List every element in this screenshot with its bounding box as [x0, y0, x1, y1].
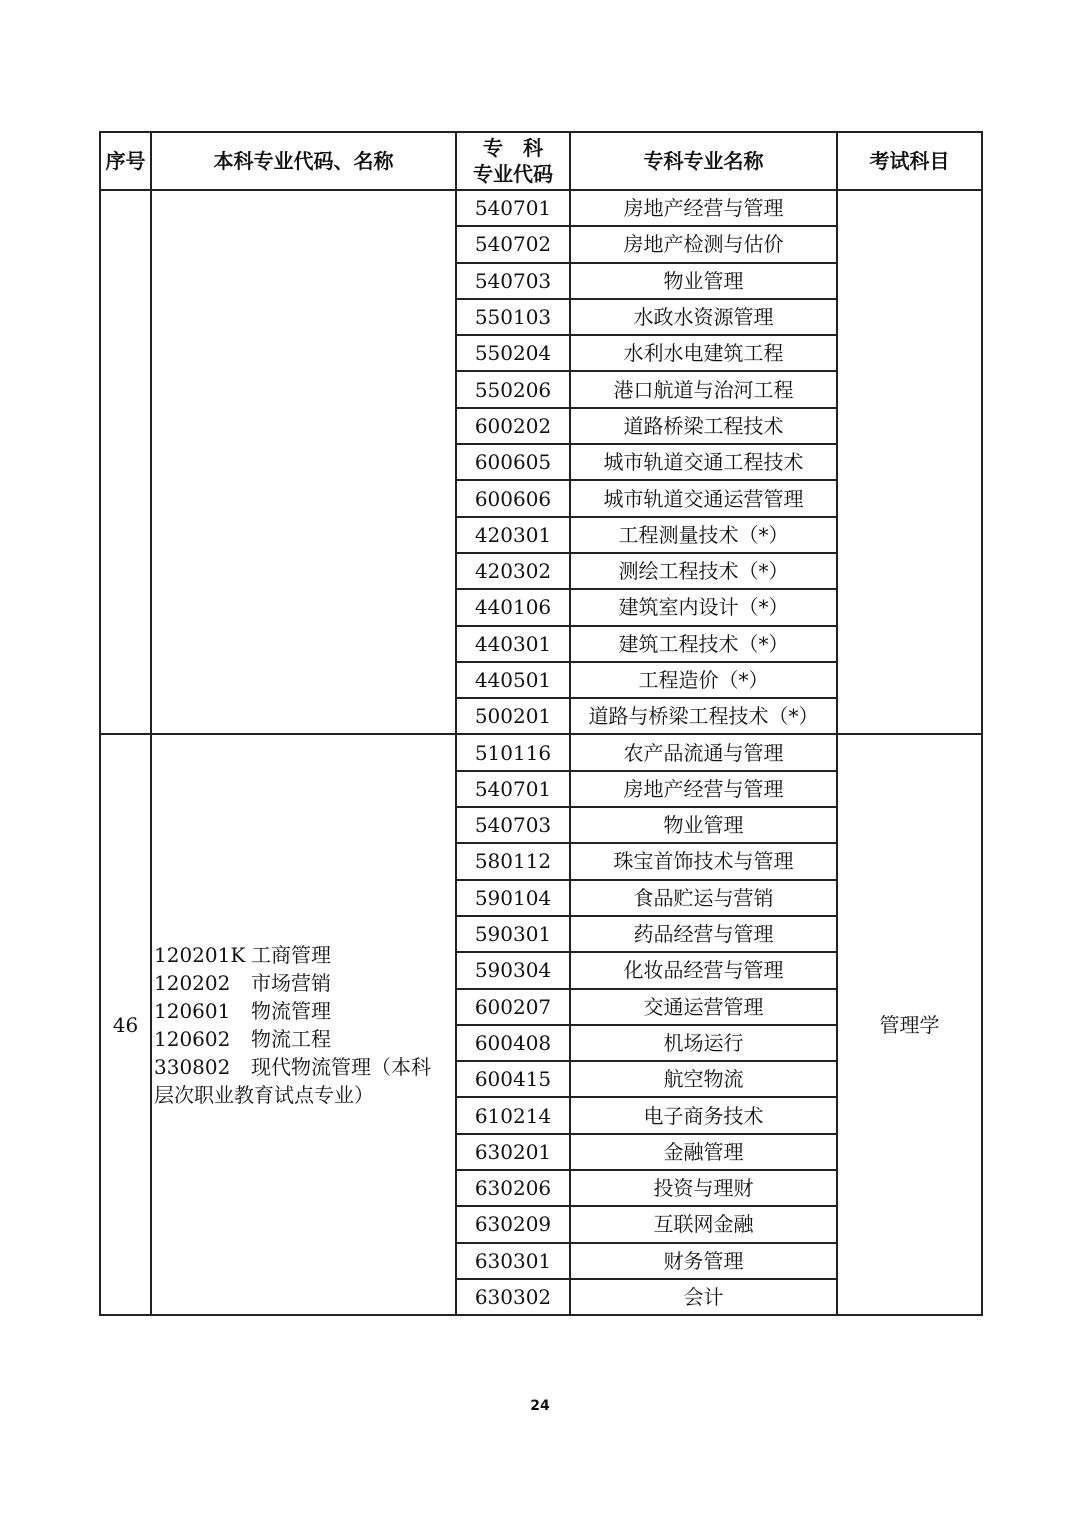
- diploma-code-cell: 590301: [456, 916, 570, 952]
- diploma-code-cell: 590104: [456, 880, 570, 916]
- diploma-name-cell: 财务管理: [570, 1243, 837, 1279]
- header-name: 专科专业名称: [570, 132, 837, 190]
- diploma-name-cell: 食品贮运与营销: [570, 880, 837, 916]
- diploma-code-cell: 630301: [456, 1243, 570, 1279]
- diploma-name-cell: 交通运营管理: [570, 989, 837, 1025]
- table-body: [100, 190, 982, 1315]
- bachelor-cell: [151, 734, 456, 1315]
- diploma-code-cell: 420301: [456, 517, 570, 553]
- seq-cell: [100, 190, 151, 734]
- diploma-code-cell: 600408: [456, 1025, 570, 1061]
- diploma-name-cell: 房地产经营与管理: [570, 771, 837, 807]
- header-bachelor: 本科专业代码、名称: [151, 132, 456, 190]
- diploma-name-cell: 房地产经营与管理: [570, 190, 837, 226]
- bachelor-major-name: 工商管理: [251, 942, 331, 967]
- diploma-name-cell: 工程造价（*）: [570, 662, 837, 698]
- header-code-line2: 专业代码: [473, 162, 553, 186]
- diploma-name-cell: 电子商务技术: [570, 1097, 837, 1133]
- diploma-code-cell: 600606: [456, 480, 570, 516]
- diploma-name-cell: 建筑室内设计（*）: [570, 589, 837, 625]
- diploma-code-cell: 590304: [456, 952, 570, 988]
- bachelor-major: [154, 1053, 455, 1081]
- bachelor-major-name: 现代物流管理（本科: [251, 1054, 431, 1079]
- bachelor-major-name: 物流工程: [251, 1026, 331, 1051]
- diploma-name-cell: 城市轨道交通工程技术: [570, 444, 837, 480]
- diploma-code-cell: 540703: [456, 807, 570, 843]
- diploma-code-cell: 550206: [456, 371, 570, 407]
- header-code: [456, 132, 570, 190]
- diploma-code-cell: 600415: [456, 1061, 570, 1097]
- diploma-code-cell: 540702: [456, 226, 570, 262]
- diploma-code-cell: 600202: [456, 408, 570, 444]
- bachelor-major-code: 120202: [154, 970, 231, 995]
- bachelor-major-name: 市场营销: [251, 970, 331, 995]
- major-table: [99, 131, 983, 1316]
- diploma-code-cell: 630302: [456, 1279, 570, 1315]
- header-row: [100, 132, 982, 190]
- bachelor-major: [154, 941, 455, 969]
- diploma-name-cell: 水政水资源管理: [570, 299, 837, 335]
- diploma-code-cell: 440301: [456, 626, 570, 662]
- header-seq: 序号: [100, 132, 151, 190]
- diploma-name-cell: 物业管理: [570, 807, 837, 843]
- diploma-code-cell: 540703: [456, 263, 570, 299]
- diploma-code-cell: 440501: [456, 662, 570, 698]
- diploma-name-cell: 机场运行: [570, 1025, 837, 1061]
- diploma-code-cell: 540701: [456, 190, 570, 226]
- diploma-name-cell: 化妆品经营与管理: [570, 952, 837, 988]
- bachelor-major-code: 330802: [154, 1054, 231, 1079]
- diploma-name-cell: 物业管理: [570, 263, 837, 299]
- exam-subject-cell: 管理学: [837, 734, 982, 1315]
- diploma-code-cell: 550204: [456, 335, 570, 371]
- diploma-name-cell: 药品经营与管理: [570, 916, 837, 952]
- bachelor-major-code: 120601: [154, 998, 231, 1023]
- bachelor-major-name: 层次职业教育试点专业）: [154, 1082, 374, 1107]
- header-exam: 考试科目: [837, 132, 982, 190]
- diploma-name-cell: 珠宝首饰技术与管理: [570, 843, 837, 879]
- table-row: [100, 190, 982, 226]
- diploma-name-cell: 金融管理: [570, 1134, 837, 1170]
- diploma-code-cell: 550103: [456, 299, 570, 335]
- diploma-name-cell: 城市轨道交通运营管理: [570, 480, 837, 516]
- bachelor-major-code: 120602: [154, 1026, 231, 1051]
- diploma-code-cell: 440106: [456, 589, 570, 625]
- diploma-name-cell: 水利水电建筑工程: [570, 335, 837, 371]
- diploma-code-cell: 510116: [456, 734, 570, 770]
- diploma-name-cell: 互联网金融: [570, 1206, 837, 1242]
- header-code-line1: 专 科: [483, 136, 543, 160]
- page-number: 24: [530, 1398, 550, 1414]
- diploma-name-cell: 会计: [570, 1279, 837, 1315]
- diploma-code-cell: 420302: [456, 553, 570, 589]
- bachelor-major-code: 120201K: [154, 942, 246, 967]
- diploma-code-cell: 610214: [456, 1097, 570, 1133]
- diploma-code-cell: 580112: [456, 843, 570, 879]
- exam-subject-cell: [837, 190, 982, 734]
- seq-cell: 46: [100, 734, 151, 1315]
- diploma-name-cell: 道路桥梁工程技术: [570, 408, 837, 444]
- bachelor-major: [154, 1025, 455, 1053]
- diploma-code-cell: 630206: [456, 1170, 570, 1206]
- diploma-code-cell: 600207: [456, 989, 570, 1025]
- diploma-name-cell: 航空物流: [570, 1061, 837, 1097]
- diploma-name-cell: 农产品流通与管理: [570, 734, 837, 770]
- diploma-code-cell: 630209: [456, 1206, 570, 1242]
- bachelor-major-name: 物流管理: [251, 998, 331, 1023]
- diploma-name-cell: 工程测量技术（*）: [570, 517, 837, 553]
- bachelor-cell: [151, 190, 456, 734]
- diploma-code-cell: 500201: [456, 698, 570, 734]
- bachelor-major: [154, 1081, 455, 1109]
- diploma-name-cell: 投资与理财: [570, 1170, 837, 1206]
- diploma-name-cell: 道路与桥梁工程技术（*）: [570, 698, 837, 734]
- diploma-name-cell: 房地产检测与估价: [570, 226, 837, 262]
- table-row: [100, 734, 982, 770]
- bachelor-major: [154, 969, 455, 997]
- diploma-code-cell: 540701: [456, 771, 570, 807]
- diploma-code-cell: 630201: [456, 1134, 570, 1170]
- bachelor-major: [154, 997, 455, 1025]
- diploma-code-cell: 600605: [456, 444, 570, 480]
- diploma-name-cell: 测绘工程技术（*）: [570, 553, 837, 589]
- diploma-name-cell: 港口航道与治河工程: [570, 371, 837, 407]
- diploma-name-cell: 建筑工程技术（*）: [570, 626, 837, 662]
